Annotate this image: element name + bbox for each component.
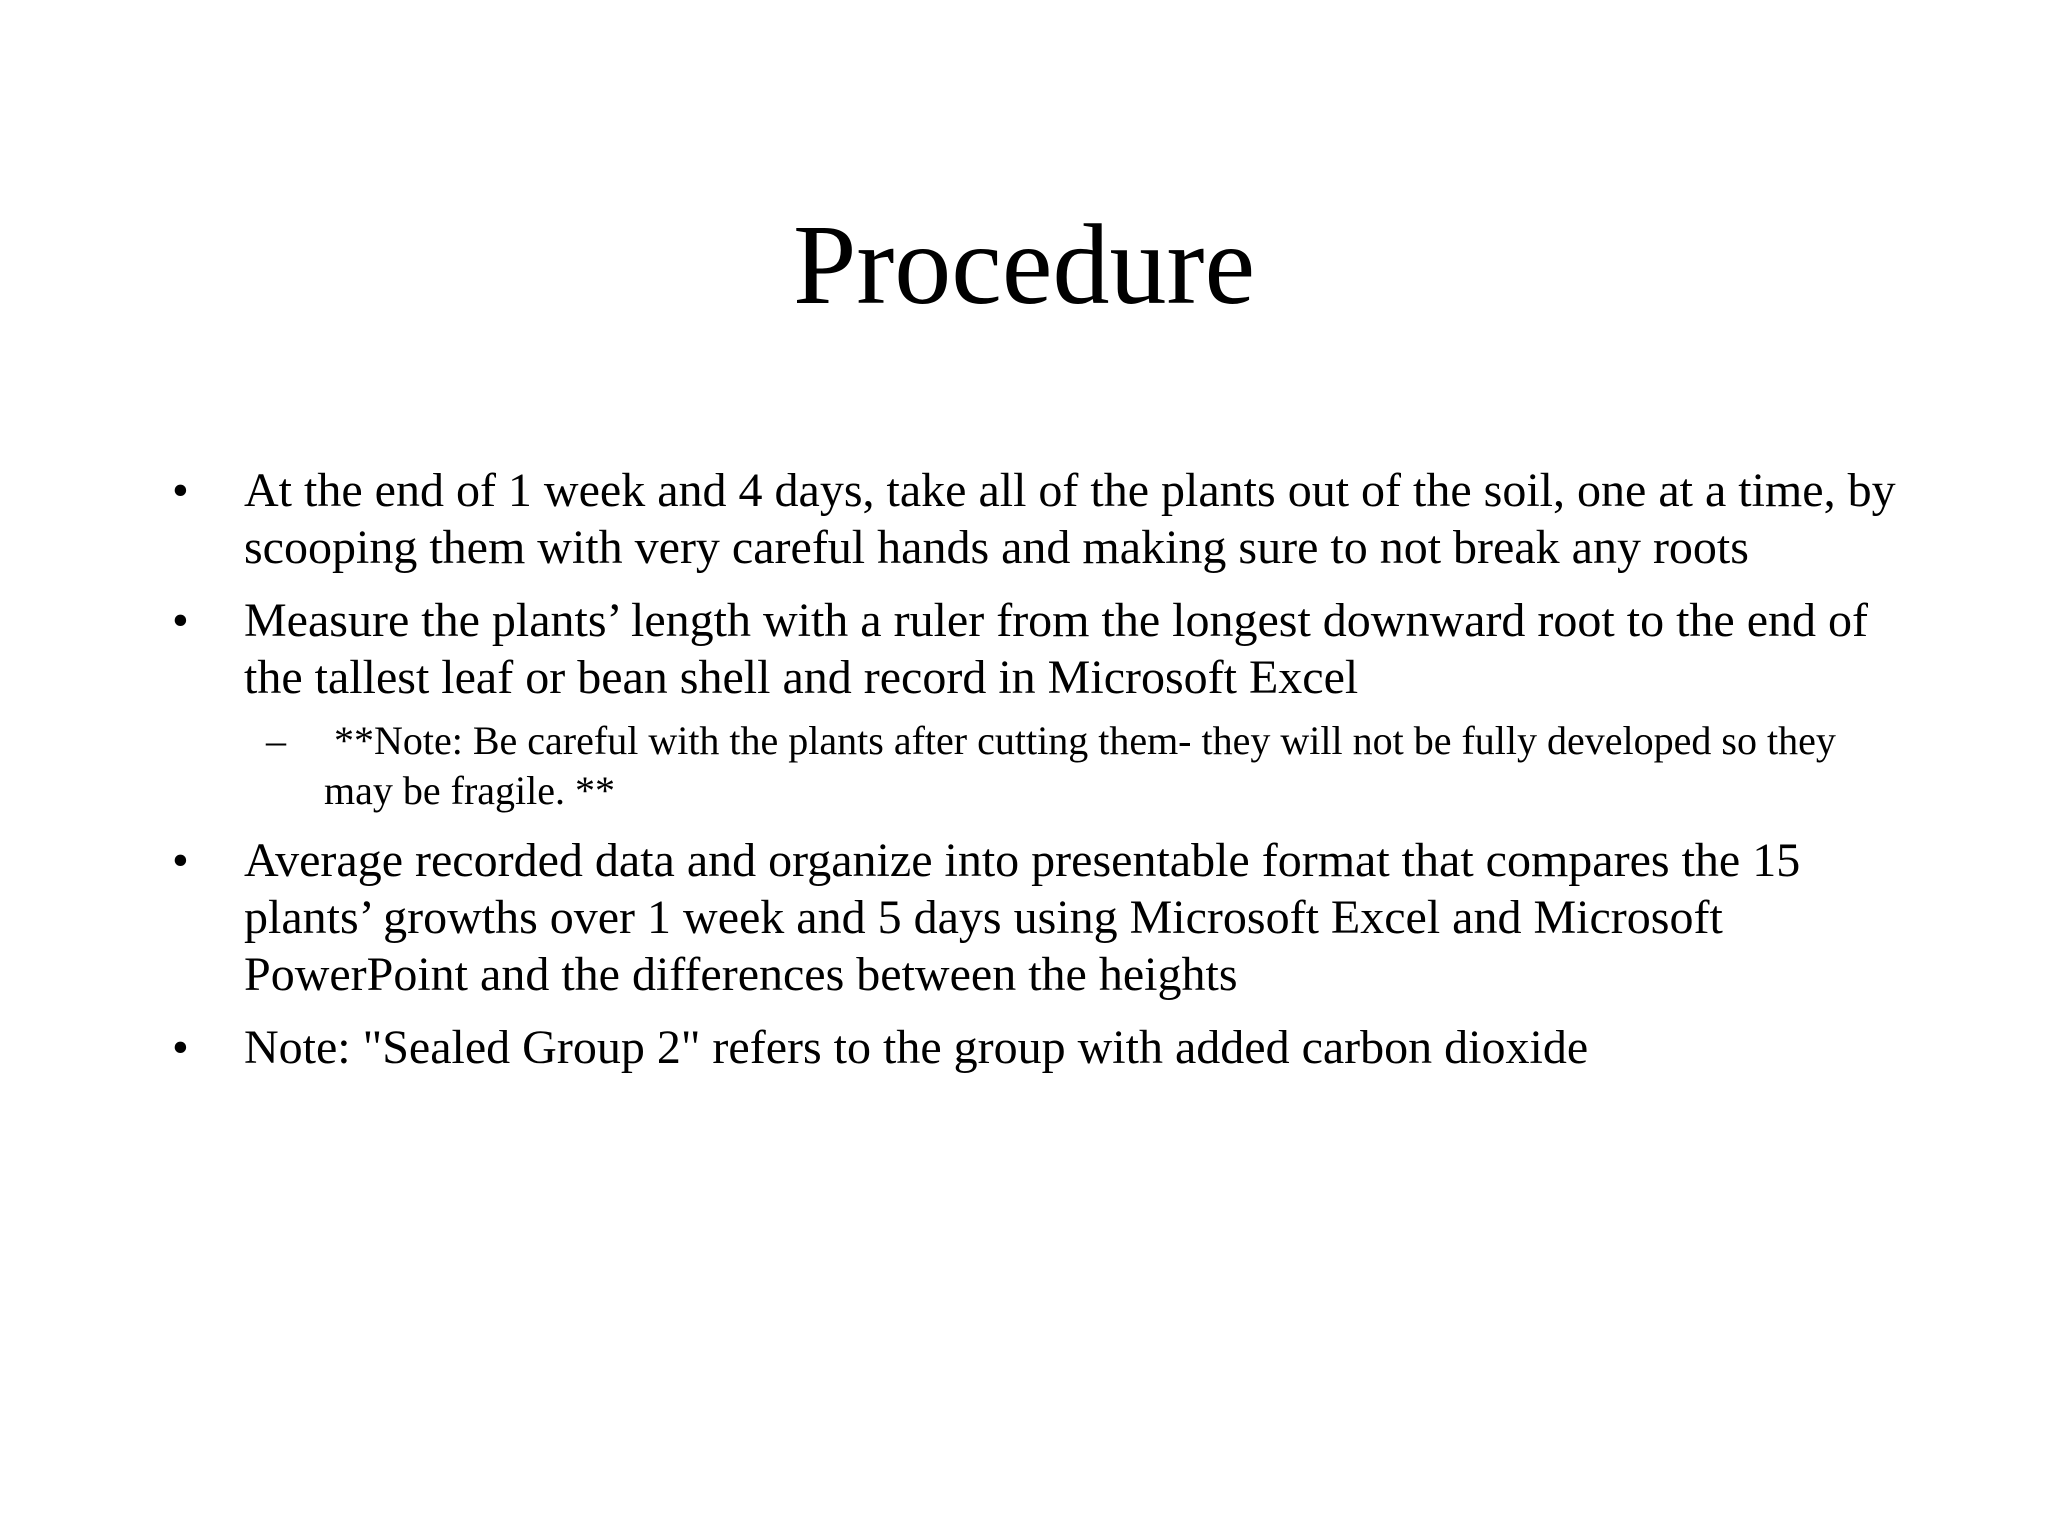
bullet-item: [160, 592, 1900, 816]
bullet-list: [160, 462, 1900, 1092]
bullet-marker: •: [172, 464, 189, 517]
slide-title: Procedure: [792, 201, 1256, 328]
sub-bullet-list: [244, 716, 1900, 816]
bullet-text: Note: "Sealed Group 2" refers to the group with added carbon dioxide: [244, 1021, 1589, 1074]
sub-bullet-item: [244, 716, 1900, 816]
bullet-marker: •: [172, 834, 189, 887]
bullet-item: [160, 832, 1900, 1003]
bullet-marker: •: [172, 594, 189, 647]
bullet-text: Measure the plants’ length with a ruler from the longest downward root to the end of the tallest leaf or bean shell and record in Microsoft Excel: [244, 594, 1869, 704]
sub-bullet-marker: –: [266, 718, 286, 763]
sub-bullet-text: **Note: Be careful with the plants after cutting them- they will not be fully developed so they may be fragile. **: [324, 718, 1846, 813]
bullet-marker: •: [172, 1021, 189, 1074]
bullet-item: [160, 1019, 1900, 1076]
bullet-item: [160, 462, 1900, 576]
bullet-text: At the end of 1 week and 4 days, take all of the plants out of the soil, one at a time, by scooping them with very careful hands and making sure to not break any roots: [244, 464, 1896, 574]
bullet-text: Average recorded data and organize into presentable format that compares the 15 plants’ growths over 1 week and 5 days using Microsoft Excel and Microsoft PowerPoint and the differences between the heights: [244, 834, 1801, 1001]
